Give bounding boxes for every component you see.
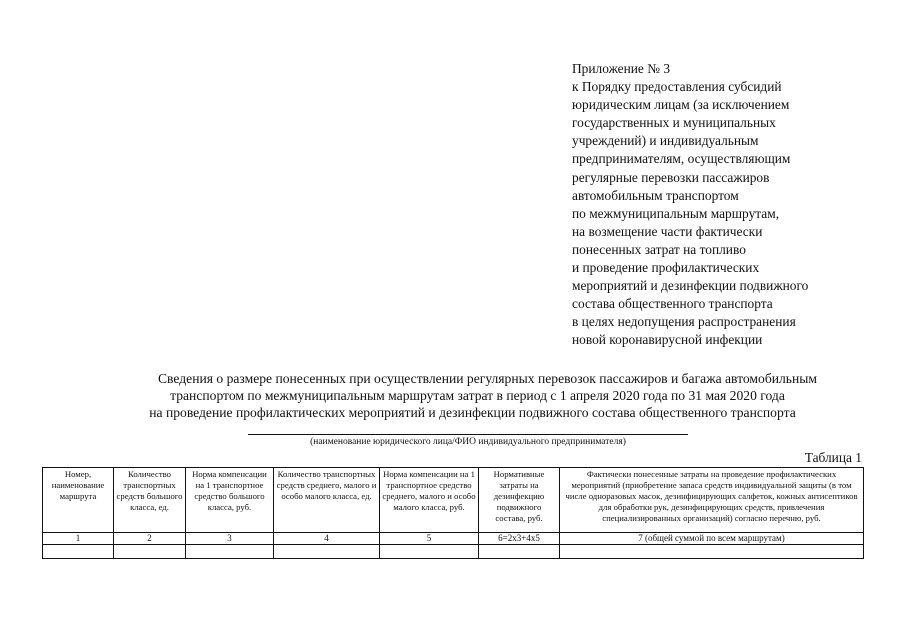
- column-number-cell: 1: [43, 533, 114, 545]
- appendix-line: государственных и муниципальных: [572, 115, 776, 131]
- empty-cell: [43, 545, 114, 559]
- table-empty-row: [43, 545, 864, 559]
- header-cell: Номер, наименование маршрута: [43, 468, 114, 533]
- appendix-line: новой коронавирусной инфекции: [572, 332, 763, 348]
- appendix-block: [572, 60, 892, 350]
- empty-cell: [186, 545, 274, 559]
- empty-cell: [274, 545, 380, 559]
- appendix-line: состава общественного транспорта: [572, 296, 773, 312]
- appendix-line: в целях недопущения распространения: [572, 314, 796, 330]
- appendix-line: автомобильным транспортом: [572, 187, 739, 203]
- document-heading: [0, 370, 905, 421]
- appendix-line: юридическим лицам (за исключением: [572, 97, 790, 113]
- appendix-line: по межмуниципальным маршрутам,: [572, 205, 780, 221]
- heading-line: Сведения о размере понесенных при осуществлении регулярных перевозок пассажиров и багажа автомобильным: [157, 371, 818, 386]
- organization-caption: (наименование юридического лица/ФИО индивидуального предпринимателя): [310, 437, 626, 447]
- table-number-row: [43, 533, 864, 545]
- costs-table: [42, 467, 864, 559]
- empty-cell: [114, 545, 186, 559]
- appendix-line: предпринимателям, осуществляющим: [572, 151, 791, 167]
- appendix-line: на возмещение части фактически: [572, 223, 763, 239]
- header-cell: Норма компенсации на 1 транспортное средство среднего, малого и особо малого класса, руб.: [380, 468, 479, 533]
- column-number-cell: 2: [114, 533, 186, 545]
- appendix-line: к Порядку предоставления субсидий: [572, 79, 782, 95]
- organization-name-line: [248, 434, 688, 435]
- header-cell: Норма компенсации на 1 транспортное средство большого класса, руб.: [186, 468, 274, 533]
- column-number-cell: 3: [186, 533, 274, 545]
- table-header-row: [43, 468, 864, 533]
- header-cell: Нормативные затраты на дезинфекцию подвижного состава, руб.: [479, 468, 560, 533]
- header-cell: Фактически понесенные затраты на проведение профилактических мероприятий (приобретение запаса средств индивидуальной защиты (в том числе одноразовых масок, дезинфицирующих салфеток, кожных антисептиков для обработки рук, дезинфицирующих средств, привлечения специализированных организаций) согласно перечню, руб.: [560, 468, 864, 533]
- column-number-cell: 7 (общей суммой по всем маршрутам): [560, 533, 864, 545]
- empty-cell: [380, 545, 479, 559]
- heading-line: на проведение профилактических мероприятий и дезинфекции подвижного состава общественного транспорта: [149, 405, 796, 420]
- appendix-title: Приложение № 3: [572, 61, 671, 76]
- header-cell: Количество транспортных средств большого класса, ед.: [114, 468, 186, 533]
- empty-cell: [560, 545, 864, 559]
- header-cell: Количество транспортных средств среднего, малого и особо малого класса, ед.: [274, 468, 380, 533]
- table-label: Таблица 1: [804, 450, 862, 465]
- appendix-line: мероприятий и дезинфекции подвижного: [572, 278, 809, 294]
- column-number-cell: 4: [274, 533, 380, 545]
- column-number-cell: 6=2x3+4x5: [479, 533, 560, 545]
- heading-line: транспортом по межмуниципальным маршрутам затрат в период с 1 апреля 2020 года по 31 мая 2020 года: [170, 388, 785, 403]
- appendix-line: регулярные перевозки пассажиров: [572, 169, 770, 185]
- appendix-line: понесенных затрат на топливо: [572, 241, 746, 257]
- appendix-line: и проведение профилактических: [572, 260, 760, 276]
- empty-cell: [479, 545, 560, 559]
- appendix-line: учреждений) и индивидуальным: [572, 133, 759, 149]
- column-number-cell: 5: [380, 533, 479, 545]
